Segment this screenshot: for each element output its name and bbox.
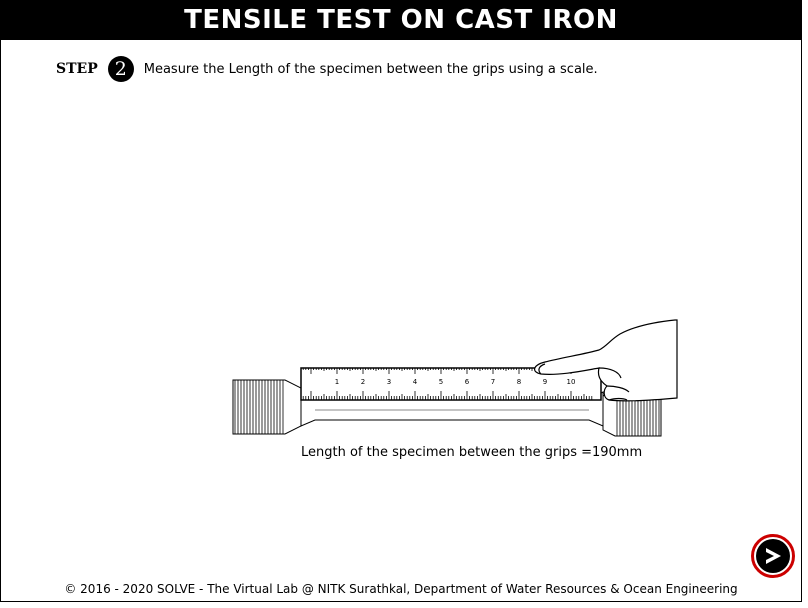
- step-number-badge: 2: [108, 56, 134, 82]
- step-instruction: [56, 54, 598, 84]
- footer-copyright: © 2016 - 2020 SOLVE - The Virtual Lab @ NITK Surathkal, Department of Water Resources & Ocean Engineering: [64, 582, 738, 596]
- specimen-measurement-illustration: [215, 316, 680, 445]
- next-arrow-icon: [756, 539, 790, 573]
- ruler-label: 9: [542, 378, 548, 386]
- step-instruction-text: Measure the Length of the specimen between the grips using a scale.: [143, 61, 598, 77]
- page-title: TENSILE TEST ON CAST IRON: [0, 0, 802, 40]
- ruler-label: 1: [334, 378, 340, 386]
- ruler-label: 8: [516, 378, 522, 386]
- ruler-label: 5: [438, 378, 444, 386]
- ruler-label: 10: [566, 378, 576, 386]
- ruler-label: 4: [412, 378, 418, 386]
- step-label: STEP: [56, 61, 98, 77]
- ruler-label: 7: [490, 378, 496, 386]
- ruler-label: 6: [464, 378, 470, 386]
- ruler-label: 2: [360, 378, 366, 386]
- ruler-label: 3: [386, 378, 392, 386]
- next-button[interactable]: [751, 534, 795, 578]
- measurement-caption: Length of the specimen between the grips =190mm: [301, 445, 643, 460]
